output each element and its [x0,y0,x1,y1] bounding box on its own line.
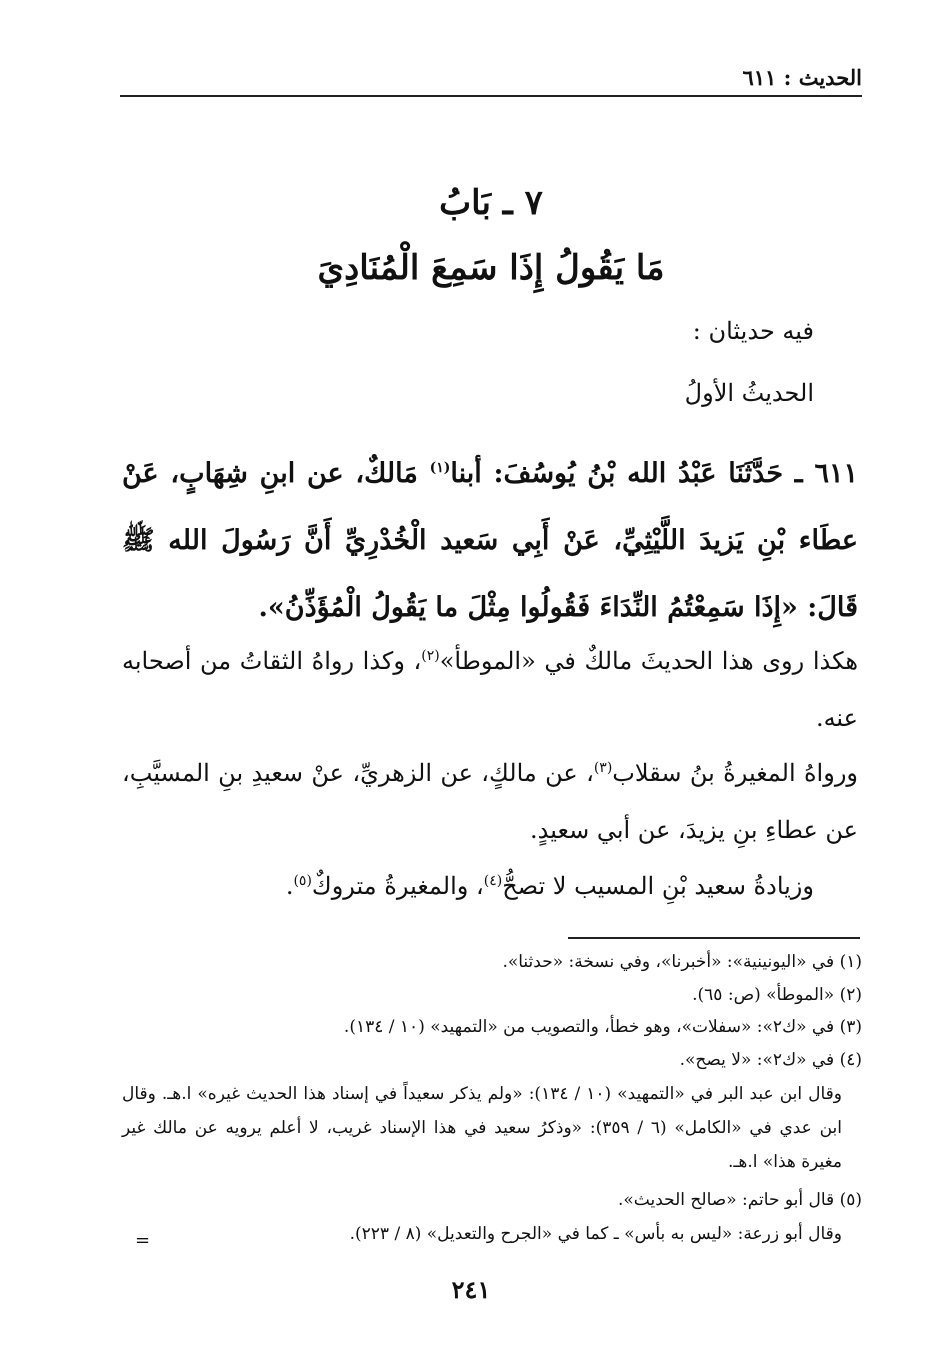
footnote-rule [568,937,860,939]
chapter-title: مَا يَقُولُ إِذَا سَمِعَ الْمُنَادِيَ [317,248,665,288]
footnote-ref: (٤) [483,873,503,889]
footnote-4: (٤) في «ك٢»: «لا يصح». [679,1050,862,1070]
footnote-3: (٣) في «ك٢»: «سفلات»، وهو خطأ، والتصويب من «التمهيد» (١٠ / ١٣٤). [343,1017,862,1037]
paragraph-text: ، عن مالكٍ، عن الزهريِّ، عنْ سعيدِ بنِ المسيَّبِ، عن عطاءِ بنِ يزيدَ، عن أبي سعيدٍ. [122,759,858,844]
footnote-1: (١) في «اليونينية»: «أخبرنا»، وفي نسخة: «حدثنا». [502,952,862,972]
header-rule [120,95,862,97]
hadith-part-2: مَالكٌ، عن ابنِ شِهَابٍ، عَنْ عطَاء بْنِ يَزيدَ اللَّيْثِيِّ، عَنْ أَبِي سَعيد الْخُدْرِيِّ أَنَّ رَسُولَ الله ﷺ قَالَ: «إِذَا سَمِعْتُمُ النِّدَاءَ فَقُولُوا مِثْلَ ما يَقُولُ الْمُؤَذِّنُ». [122,458,858,623]
footnote-4-continuation: وقال ابن عبد البر في «التمهيد» (١٠ / ١٣٤): «ولم يذكر سعيداً في إسناد هذا الحديث غيره» ا.هـ. وقال ابن عدي في «الكامل» (٦ / ٣٥٩): «وذكرُ سعيد في هذا الإسناد غريب، لا أعلم يرويه عن مالك غير مغيرة هذا» ا.هـ. [122,1084,842,1172]
footnote-2: (٢) «الموطأ» (ص: ٦٥). [692,985,862,1005]
continuation-mark: = [135,1230,151,1251]
paragraph-2 [122,745,858,859]
hadith-part-1: ـ حَدَّثَنَا عَبْدُ الله بْنُ يُوسُفَ: أبنا [450,458,815,489]
paragraph-text: ، وكذا رواهُ الثقاتُ من أصحابه عنه. [122,647,858,732]
page-number: ٢٤١ [451,1275,491,1304]
footnote-5-continuation: وقال أبو زرعة: «ليس به بأس» ـ كما في «الجرح والتعديل» (٨ / ٢٢٣). [349,1224,842,1244]
running-header: الحديث : ٦١١ [742,65,862,90]
hadith-text [122,440,858,641]
hadith-heading: الحديثُ الأولُ [684,379,814,407]
paragraph-text: ، والمغيرةُ متروكٌ [311,872,484,900]
paragraph-3 [286,858,814,915]
intro-line: فيه حديثان : [692,317,814,345]
paragraph-text: ورواهُ المغيرةُ بنُ سقلاب [612,759,858,787]
hadith-number: ٦١١ [814,458,858,489]
footnote-5: (٥) قال أبو حاتم: «صالح الحديث». [618,1190,862,1210]
footnote-ref: (٥) [293,873,312,889]
chapter-number: ٧ ـ بَابُ [439,183,543,223]
footnote-ref: (٣) [593,760,613,776]
paragraph-text: . [285,872,294,900]
paragraph-text: وزيادةُ سعيد بْنِ المسيب لا تصحُّ [502,872,814,900]
footnote-ref: (١) [429,460,451,476]
paragraph-1 [122,633,858,747]
paragraph-text: هكذا روى هذا الحديثَ مالكٌ في «الموطأ» [439,647,858,675]
footnote-ref: (٢) [421,648,440,664]
